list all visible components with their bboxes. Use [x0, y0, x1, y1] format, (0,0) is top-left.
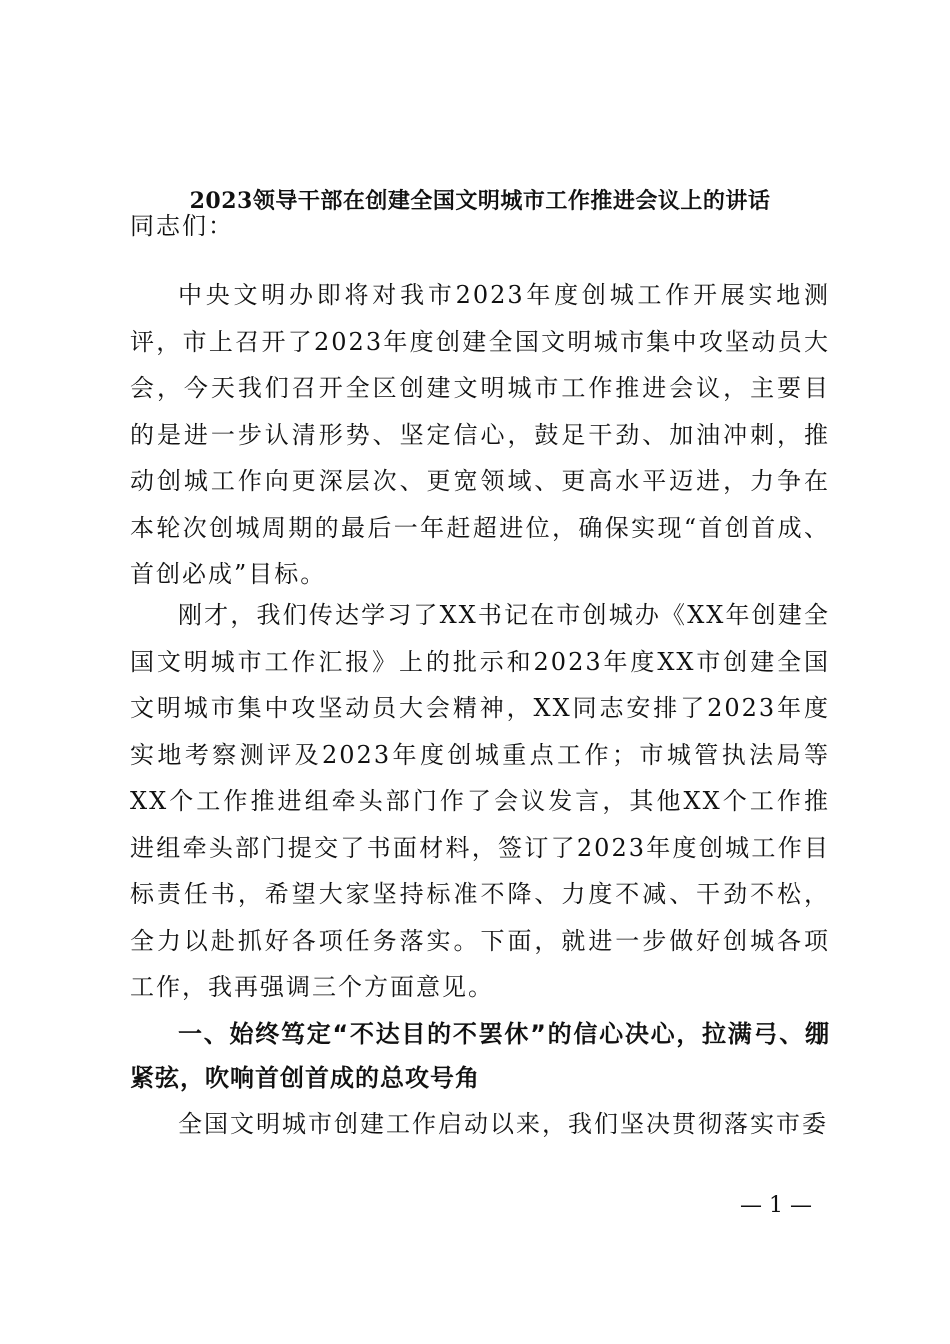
body-paragraph: 中央文明办即将对我市2023年度创城工作开展实地测评，市上召开了2023年度创建全国文明城市集中攻坚动员大会，今天我们召开全区创建文明城市工作推进会议，主要目的是进一步认清形势、坚定信心，鼓足干劲、加油冲刺，推动创城工作向更深层次、更宽领域、更高水平迈进，力争在本轮次创城周期的最后一年赶超进位，确保实现“首创首成、首创必成”目标。: [130, 281, 830, 588]
body-paragraph: 刚才，我们传达学习了XX书记在市创城办《XX年创建全国文明城市工作汇报》上的批示和2023年度XX市创建全国文明城市集中攻坚动员大会精神，XX同志安排了2023年度实地考察测评及2023年度创城重点工作；市城管执法局等XX个工作推进组牵头部门作了会议发言，其他XX个工作推进组牵头部门提交了书面材料，签订了2023年度创城工作目标责任书，希望大家坚持标准不降、力度不减、干劲不松，全力以赴抓好各项任务落实。下面，就进一步做好创城各项工作，我再强调三个方面意见。: [130, 601, 830, 1001]
document-title: 2023领导干部在创建全国文明城市工作推进会议上的讲话: [189, 188, 771, 214]
salutation: 同志们：: [130, 212, 234, 240]
body-paragraph: 全国文明城市创建工作启动以来，我们坚决贯彻落实市委: [178, 1110, 828, 1138]
page-number: — 1 —: [740, 1193, 812, 1218]
section-heading: 一、始终笃定“不达目的不罢休”的信心决心，拉满弓、绷紧弦，吹响首创首成的总攻号角: [130, 1020, 830, 1092]
